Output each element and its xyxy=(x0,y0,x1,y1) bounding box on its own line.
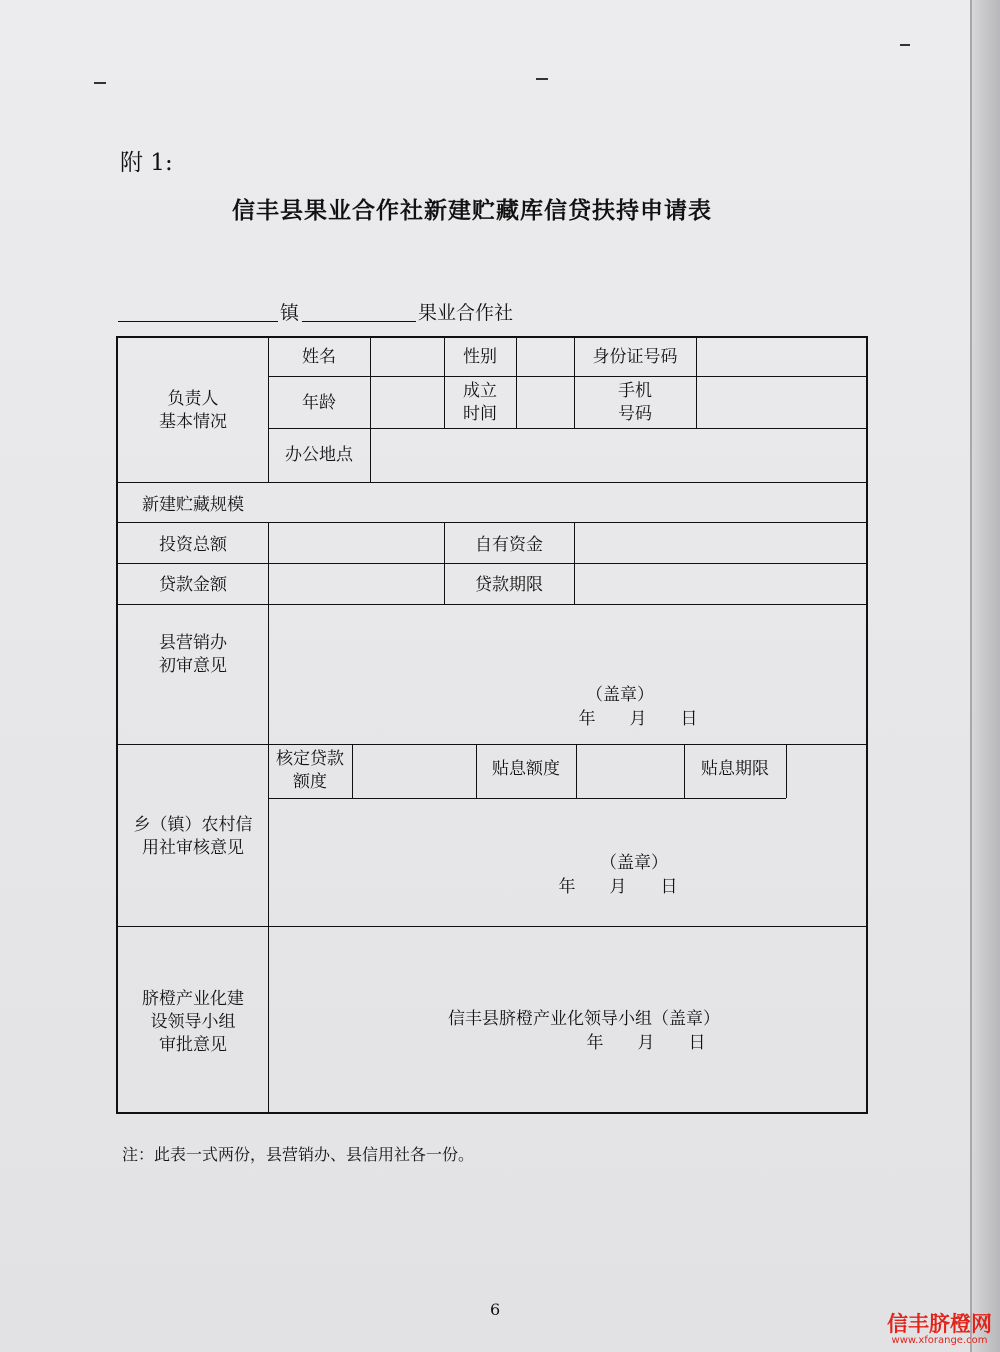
scan-mark xyxy=(900,44,910,46)
gender-label: 性别 xyxy=(463,347,497,367)
watermark-url: www.xforange.com xyxy=(891,1335,988,1346)
investment-label: 投资总额 xyxy=(159,535,227,555)
grid-line xyxy=(696,338,697,428)
loan-amount-label: 贷款金额 xyxy=(159,575,227,595)
office-label: 办公地点 xyxy=(285,445,353,465)
navel-orange-approval-label: 脐橙产业化建 设领导小组 审批意见 xyxy=(142,989,244,1055)
credit-seal-text: （盖章） xyxy=(600,853,668,873)
grid-line xyxy=(268,926,269,1112)
coop-suffix: 果业合作社 xyxy=(418,302,514,324)
grid-line xyxy=(268,798,786,799)
grid-line xyxy=(118,604,866,605)
page-edge-shadow xyxy=(972,0,1000,1352)
navel-date: 年 月 日 xyxy=(586,1033,706,1053)
grid-line xyxy=(786,744,787,798)
grid-line xyxy=(118,926,866,927)
page-number: 6 xyxy=(490,1300,501,1319)
name-label: 姓名 xyxy=(302,347,336,367)
grid-line xyxy=(268,604,269,744)
subsidy-term-label: 贴息期限 xyxy=(701,759,769,779)
county-date: 年 月 日 xyxy=(578,709,698,729)
phone-label: 手机 号码 xyxy=(618,381,652,424)
footnote: 注：此表一式两份，县营销办、县信用社各一份。 xyxy=(122,1145,475,1164)
grid-line xyxy=(370,428,371,482)
grid-line xyxy=(516,338,517,428)
loan-term-label: 贷款期限 xyxy=(475,575,543,595)
credit-date: 年 月 日 xyxy=(558,877,678,897)
id-number-label: 身份证号码 xyxy=(592,347,678,367)
site-watermark xyxy=(887,1313,992,1346)
grid-line xyxy=(576,744,577,798)
town-fill-line xyxy=(118,321,278,322)
town-suffix: 镇 xyxy=(280,302,300,324)
attachment-label: 附 1: xyxy=(120,150,173,176)
credit-union-review-label: 乡（镇）农村信 用社审核意见 xyxy=(133,815,253,858)
leader-section-label: 负责人 基本情况 xyxy=(159,389,227,432)
watermark-site-name: 信丰脐橙网 xyxy=(887,1312,992,1336)
subsidy-amount-label: 贴息额度 xyxy=(492,759,560,779)
county-review-label: 县营销办 初审意见 xyxy=(159,633,227,676)
age-label: 年龄 xyxy=(302,393,336,413)
grid-line xyxy=(118,744,866,745)
own-funds-label: 自有资金 xyxy=(475,535,543,555)
county-seal-text: （盖章） xyxy=(586,685,654,705)
grid-line xyxy=(574,522,575,604)
approved-loan-label: 核定贷款 额度 xyxy=(276,749,344,792)
grid-line xyxy=(352,744,353,798)
page-title: 信丰县果业合作社新建贮藏库信贷扶持申请表 xyxy=(232,197,712,224)
founded-label: 成立 时间 xyxy=(463,381,497,424)
coop-fill-line xyxy=(302,321,416,322)
grid-line xyxy=(118,522,866,523)
binding-line xyxy=(970,0,972,1352)
navel-group-seal-text: 信丰县脐橙产业化领导小组（盖章） xyxy=(448,1009,720,1029)
grid-line xyxy=(118,563,866,564)
scan-mark xyxy=(536,78,548,80)
grid-line xyxy=(268,376,866,377)
grid-line xyxy=(268,522,269,604)
scan-mark xyxy=(94,82,106,84)
grid-line xyxy=(370,338,371,428)
grid-line xyxy=(268,428,866,429)
storage-scale-label: 新建贮藏规模 xyxy=(142,495,244,515)
application-form-table xyxy=(116,336,868,1114)
grid-line xyxy=(118,482,866,483)
